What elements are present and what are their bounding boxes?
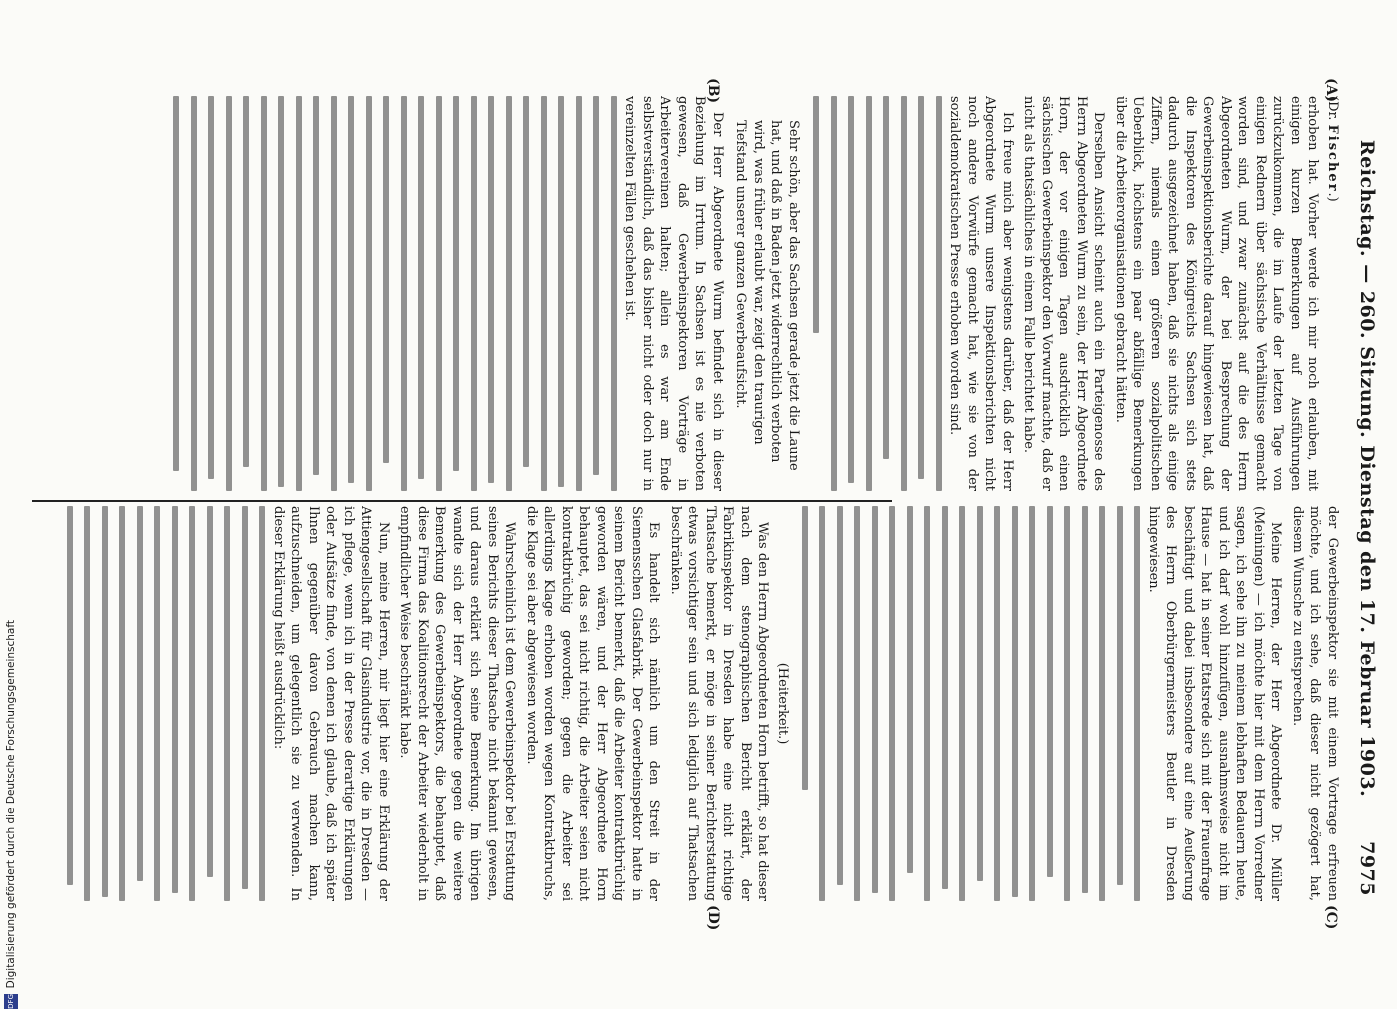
paragraph: Der Herr Abgeordnete Wurm befindet sich in dieser Beziehung im Irrtum. In Sachsen ist es nie verboten gewesen, daß Gewerbeinspektoren Vorträge in Arbeitervereinen halten; allein es war am Ende selbstverständlich, daß das bisher nicht oder doch nur in vereinzelten Fällen geschehen ist. [622, 96, 725, 491]
left-column [66, 96, 1341, 491]
page-header [1347, 96, 1387, 896]
paragraph: Nun, meine Herren, mir liegt hier eine Erklärung der Attiengesellschaft für Glasindustrie vor, die in Dresden — ich pflege, wenn ich in der Presse derartige Erklärungen oder Aufsätze finde, von denen ich glaube, daß ich später Ihnen gegenüber davon Gebrauch machen kann, aufzuschneiden, um gelegentlich sie zu verwenden. In dieser Erklärung heißt ausdrücklich: [271, 506, 391, 901]
paragraph: Meine Herren, der Herr Abgeordnete Dr. Müller (Meiningen) — ich möchte hier mit dem Herrn Vorredner sagen, ich sehe ihn zu meinem lebhaften Bedauern heute, und ich darf wohl hinzufügen, ausnahmsweise nicht im Hause — hat in seiner Etatsrede sich mit der Frauenfrage beschäftigt und dabei insbesondere auf eine Aeußerung des Herrn Oberbürgermeisters Beutler in Dresden hingewiesen. [1146, 506, 1284, 901]
page-number: 7975 [1356, 841, 1378, 896]
paragraph: Ich freue mich aber wenigstens darüber, daß der Herr Abgeordnete Wurm unsere Inspektionsberichten nicht noch andere Vorwürfe gemacht hat, wie sie von der sozialdemokratischen Presse erhoben worden sind. [947, 96, 1015, 491]
logo-label: DFG [7, 994, 15, 1009]
dfg-logo [4, 994, 18, 1009]
illegible-text-block [802, 506, 1141, 901]
paragraph: Derselben Ansicht scheint auch ein Parteigenosse des Herrn Abgeordneten Wurm zu sein, der Herr Abgeordnete Horn, der vor einigen Tagen ausdrücklich einen sächsischen Gewerbeinspektor den Vorwurf machte, daß er nicht als thatsächliches in einem Falle berichtet habe. [1021, 96, 1107, 491]
running-head: Reichstag. — 260. Sitzung. Dienstag den 17. Februar 1903. [1356, 139, 1378, 798]
right-column [66, 506, 1341, 901]
margin-letter-b: (B) [705, 78, 721, 104]
applause-note: (Heiterkeit.) [775, 662, 791, 745]
illegible-text-block [174, 96, 618, 491]
paragraph: erhoben hat. Vorher werde ich mir noch erlauben, mit einigen kurzen Bemerkungen auf Ausführungen zurückzukommen, die im Laufe der letzten Tage von einigen Rednern über sächsische Verhältnisse gemacht worden sind, und zwar zunächst auf die des Herrn Abgeordneten Wurm, der bei Besprechung der Gewerbeinspektionsberichte darauf hingewiesen hat, daß die Inspektoren des Königreichs Sachsen sich stets dadurch ausgezeichnet haben, daß sie nichts als einige Ziffern, niemals einen größeren sozialpolitischen Ueberblick, höchstens ein paar abfällige Bemerkungen über die Arbeiterorganisationen gebracht hätten. [1113, 96, 1321, 491]
margin-letter-d: (D) [705, 905, 721, 931]
digitization-credit [2, 620, 20, 1009]
paragraph: Wahrscheinlich ist dem Gewerbeinspektor bei Erstattung seines Berichts dieser Thatsache nicht bekannt gewesen, und daraus erklärt sich seine Bemerkung. Im übrigen wandte sich der Herr Abgeordnete gegen die weitere Bemerkung des Gewerbeinspektors, die behauptet, daß diese Firma das Koalitionsrecht der Arbeiter wiederholt in empfindlicher Weise beschränkt habe. [397, 506, 518, 901]
speaker-suffix: .) [1325, 192, 1340, 202]
margin-letter-c: (C) [1323, 905, 1339, 930]
illegible-text-block [814, 96, 943, 491]
paragraph: der Gewerbeinspektor sie mit einem Vortrage erfreuen möchte, und ich sehe, daß dieser nicht gezögert hat, diesem Wunsche zu entsprechen. [1290, 506, 1340, 901]
illegible-text-block [67, 506, 266, 901]
speaker-name: Fischer [1325, 124, 1340, 193]
speaker-prefix: (Dr. [1325, 96, 1340, 121]
paragraph: Was den Herrn Abgeordneten Horn betrifft, so hat dieser nach dem stenographischen Bericht erklärt, der Fabrikinspektor in Dresden habe eine nicht richtige Thatsache bemerkt, er möge in seiner Berichterstattung etwas vorsichtiger sein und sich lediglich auf Thatsachen beschränken. [668, 506, 771, 901]
credit-text: Digitalisierung gefördert durch die Deutsche Forschungsgemeinschaft [5, 620, 17, 989]
speaker-tag [1324, 96, 1342, 491]
column-divider [32, 500, 892, 502]
paragraph: Es handelt sich nämlich um den Streit in der Siemensschen Glasfabrik. Der Gewerbeinspektor hatte in seinem Bericht bemerkt, daß die Arbeiter kontraktbrüchig geworden wären, und der Herr Abgeordnete Horn behauptet, das sei nicht richtig, die Arbeiter seien nicht kontraktbrüchig geworden; gegen die Arbeiter sei allerdings Klage erhoben worden wegen Kontraktbruchs, die Klage sei aber abgewiesen worden. [524, 506, 662, 901]
quotation: Sehr schön, aber das Sachsen gerade jetzt die Laune hat, und daß in Baden jetzt widerrechtlich verboten wird, was früher erlaubt war, zeigt den traurigen Tiefstand unserer ganzen Gewerbeaufsicht. [733, 120, 801, 471]
margin-letter-a: (A) [1323, 78, 1339, 103]
